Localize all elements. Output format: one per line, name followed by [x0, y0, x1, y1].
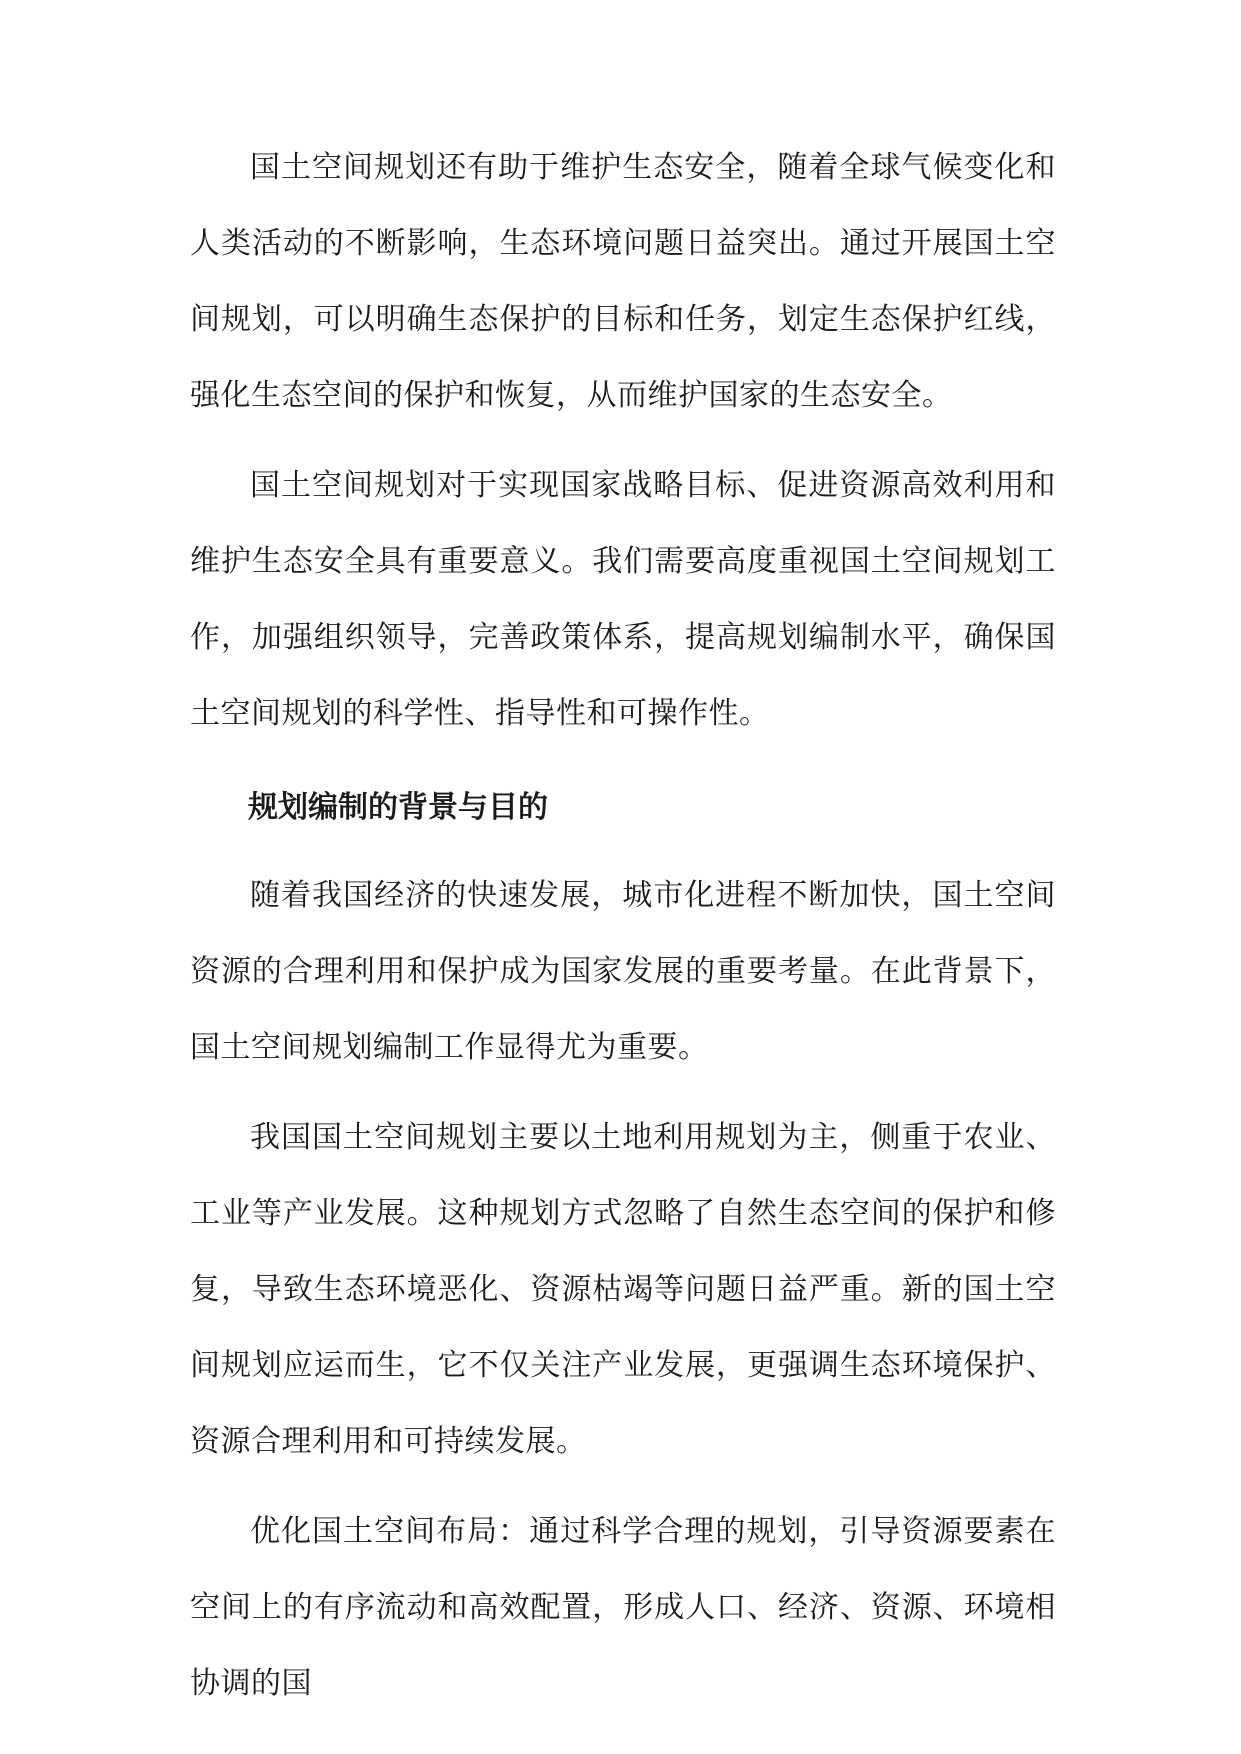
document-page	[190, 130, 1056, 1736]
section-heading: 规划编制的背景与目的	[248, 790, 548, 825]
paragraph-strategic-significance: 国土空间规划对于实现国家战略目标、促进资源高效利用和维护生态安全具有重要意义。我们需要高度重视国土空间规划工作，加强组织领导，完善政策体系，提高规划编制水平，确保国土空间规划的科学性、指导性和可操作性。	[190, 468, 1056, 731]
paragraph-background: 随着我国经济的快速发展，城市化进程不断加快，国土空间资源的合理利用和保护成为国家发展的重要考量。在此背景下，国土空间规划编制工作显得尤为重要。	[190, 878, 1056, 1065]
paragraph-previous-planning: 我国国土空间规划主要以土地利用规划为主，侧重于农业、工业等产业发展。这种规划方式忽略了自然生态空间的保护和修复，导致生态环境恶化、资源枯竭等问题日益严重。新的国土空间规划应运而生，它不仅关注产业发展，更强调生态环境保护、资源合理利用和可持续发展。	[190, 1120, 1056, 1459]
paragraph-optimize-layout: 优化国土空间布局：通过科学合理的规划，引导资源要素在空间上的有序流动和高效配置，形成人口、经济、资源、环境相协调的国	[190, 1514, 1056, 1701]
paragraph-ecological-security: 国土空间规划还有助于维护生态安全，随着全球气候变化和人类活动的不断影响，生态环境问题日益突出。通过开展国土空间规划，可以明确生态保护的目标和任务，划定生态保护红线，强化生态空间的保护和恢复，从而维护国家的生态安全。	[190, 150, 1056, 413]
